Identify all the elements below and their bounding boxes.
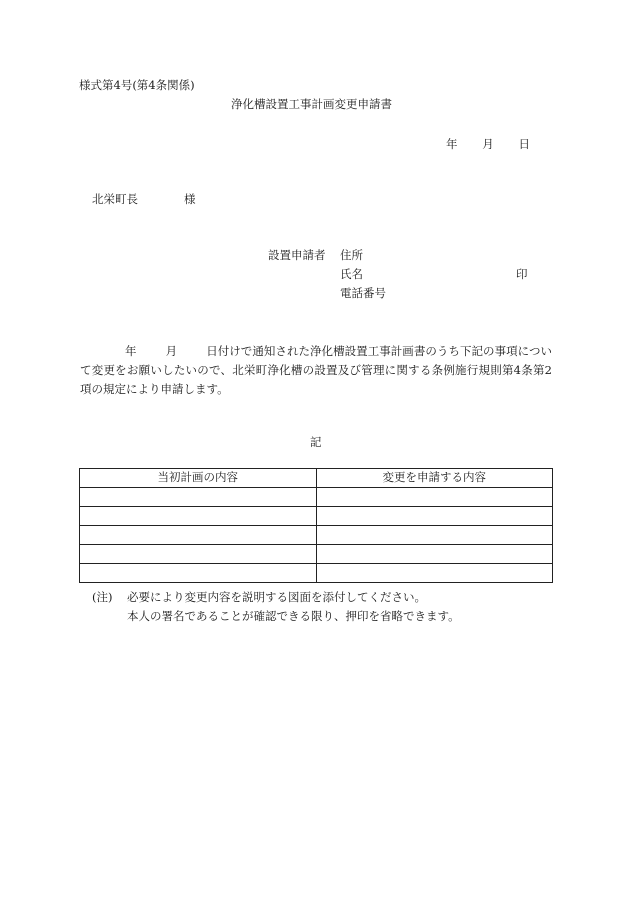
applicant-label: 設置申請者 [268,248,326,262]
header-requested-change: 変更を申請する内容 [316,469,553,488]
form-number: 様式第4号(第4条関係) [79,78,195,92]
address-label: 住所 [340,248,363,262]
table-row [80,545,553,564]
date-month-label: 月 [482,137,494,151]
addressee-honorific: 様 [184,192,196,206]
addressee-name: 北栄町長 [92,192,138,206]
table-header-row [80,469,553,488]
table-row [80,488,553,507]
requested-change-cell[interactable] [316,526,553,545]
original-plan-cell[interactable] [80,488,317,507]
requested-change-cell[interactable] [316,545,553,564]
request-body [80,342,552,399]
original-plan-cell[interactable] [80,526,317,545]
table-row [80,564,553,583]
original-plan-cell[interactable] [80,564,317,583]
body-month-label: 月 [165,344,178,358]
date-year-label: 年 [446,137,458,151]
date-day-label: 日 [518,137,530,151]
name-label: 氏名 [340,267,363,281]
body-text: 日付けで通知された浄化槽設置工事計画書のうち下記の事項について変更をお願いしたいので、北栄町浄化槽の設置及び管理に関する条例施行規則第4条第2項の規定により申請します。 [80,344,552,396]
table-row [80,526,553,545]
change-table [79,468,553,583]
ki-heading: 記 [310,435,322,449]
requested-change-cell[interactable] [316,488,553,507]
requested-change-cell[interactable] [316,507,553,526]
phone-label: 電話番号 [340,286,386,300]
original-plan-cell[interactable] [80,507,317,526]
table-row [80,507,553,526]
date-line [446,139,530,151]
body-year-label: 年 [125,344,137,358]
note-line: 必要により変更内容を説明する図面を添付してください。 [127,590,426,604]
note-line: 本人の署名であることが確認できる限り、押印を省略できます。 [127,609,460,623]
requested-change-cell[interactable] [316,564,553,583]
original-plan-cell[interactable] [80,545,317,564]
addressee [92,194,196,206]
seal-mark: 印 [516,267,528,281]
note-mark: (注) [92,590,113,604]
document-title: 浄化槽設置工事計画変更申請書 [231,97,392,111]
header-original-plan: 当初計画の内容 [80,469,317,488]
